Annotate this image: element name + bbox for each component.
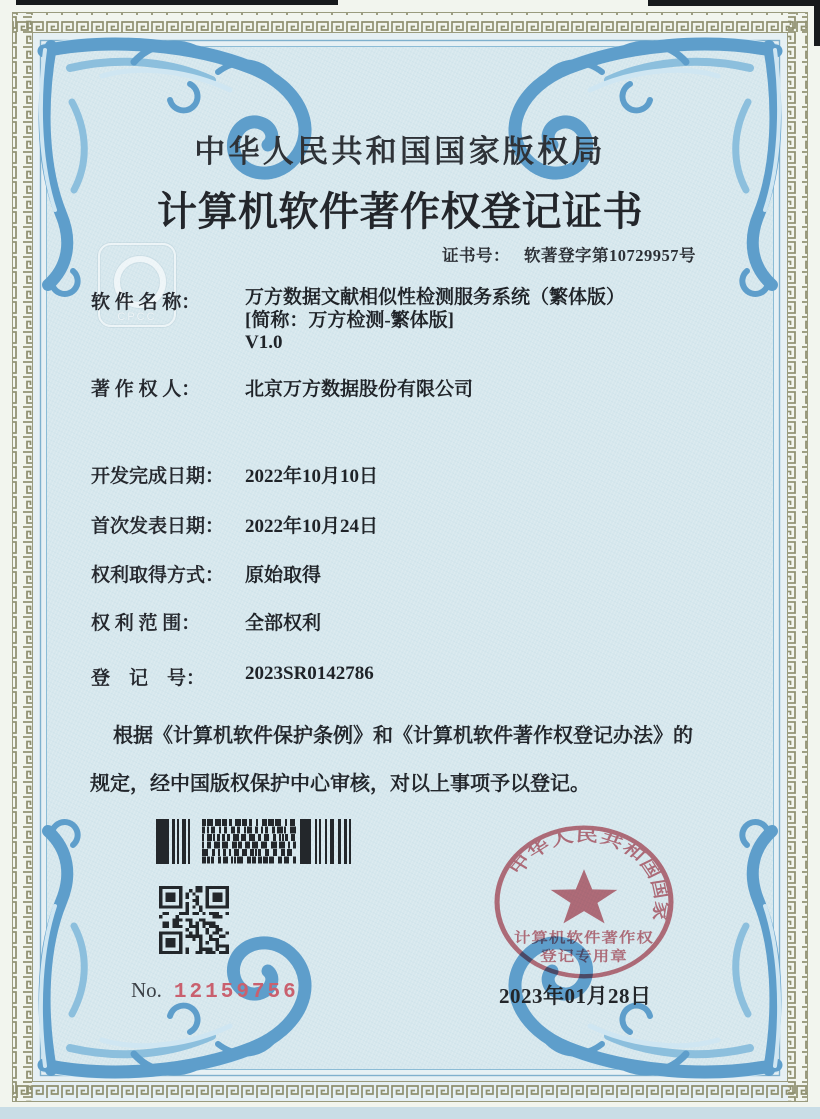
rights-acquisition-label: 权利取得方式： [91,565,225,586]
scan-artifact-right-edge [814,0,820,46]
registration-statement [90,712,730,808]
serial-number [131,978,299,1004]
certificate-number-value: 软著登字第10729957号 [524,246,696,265]
dev-date-label: 开发完成日期： [91,466,225,487]
certificate-number-label: 证书号： [442,246,510,265]
serial-prefix: No. [131,978,162,1002]
rights-acquisition-value: 原始取得 [245,565,322,586]
software-name-line3: V1.0 [245,332,283,353]
rights-scope-value: 全部权利 [245,613,322,634]
cpcc-watermark-text: CPCC [117,311,157,323]
field-registration-number [91,663,374,690]
copyright-owner-label: 著 作 权 人： [91,379,201,400]
certificate-title: 计算机软件著作权登记证书 [157,189,643,234]
dev-date-value: 2022年10月10日 [245,466,379,487]
publish-date-value: 2022年10月24日 [245,516,379,537]
field-rights-scope [91,608,322,635]
seal-inner-line2: 登记专用章 [540,948,628,965]
scan-artifact-top-left [16,0,338,5]
rights-scope-label: 权 利 范 围： [91,613,201,634]
scan-artifact-bottom-strip [0,1107,820,1119]
issue-date: 2023年01月28日 [499,984,652,1008]
publish-date-label: 首次发表日期： [91,516,225,537]
field-first-publish-date [91,511,379,538]
statement-line2: 规定，经中国版权保护中心审核，对以上事项予以登记。 [90,773,590,795]
registration-number-label: 登 记 号： [91,668,206,689]
software-name-line2: [简称：万方检测-繁体版] [245,309,454,331]
field-dev-complete-date [91,461,379,488]
field-copyright-owner [91,374,474,401]
software-name-value [245,287,805,355]
software-name-label: 软 件 名 称： [91,292,201,313]
registration-number-value: 2023SR0142786 [245,663,374,684]
statement-line1: 根据《计算机软件保护条例》和《计算机软件著作权登记办法》的 [113,725,693,747]
certificate-number-line [442,242,696,266]
seal-ring-text: 中华人民共和国国家 [504,826,674,920]
serial-value: 12159756 [173,981,299,1004]
barcode-image [156,819,354,864]
scan-artifact-top-right [648,0,814,6]
software-name-line1: 万方数据文献相似性检测服务系统（繁体版） [245,287,626,308]
authority-title: 中华人民共和国国家版权局 [194,134,606,169]
field-rights-acquisition [91,560,322,587]
qr-code-image [159,886,229,954]
copyright-owner-value: 北京万方数据股份有限公司 [245,379,474,400]
seal-inner-line1: 计算机软件著作权 [514,930,654,947]
